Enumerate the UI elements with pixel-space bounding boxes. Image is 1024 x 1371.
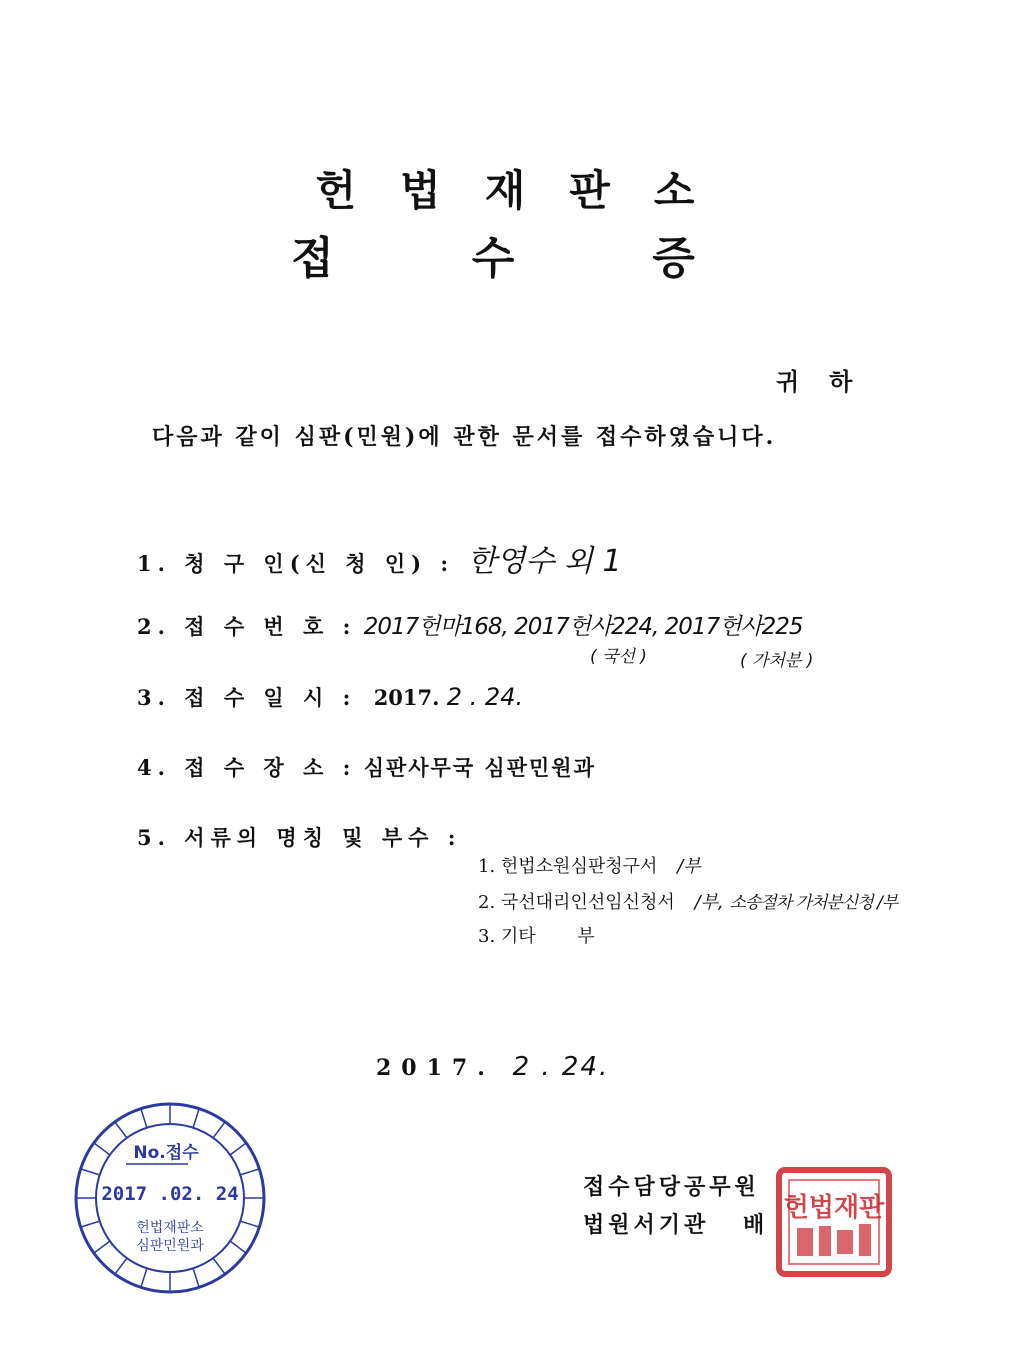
receipt-number-label: 2. 접 수 번 호 : — [137, 614, 357, 639]
receipt-stamp-label: No.접수 — [133, 1143, 199, 1163]
receipt-number-value: 2017헌마168, 2017헌사224, 2017헌사225 — [363, 614, 803, 640]
receipt-place-row — [137, 752, 596, 782]
signature-officer-name: 배 — [742, 1212, 769, 1238]
signature-officer — [583, 1208, 768, 1239]
receipt-number-row — [137, 608, 803, 641]
signature-officer-title: 법원서기관 — [583, 1212, 710, 1238]
intro-text: 다음과 같이 심판(민원)에 관한 문서를 접수하였습니다. — [152, 424, 777, 450]
document-item — [478, 922, 595, 948]
document-item-count: /부 — [677, 856, 701, 877]
document-item — [478, 852, 701, 878]
receipt-date-label: 3. 접 수 일 시 : — [137, 685, 357, 710]
issue-date-handwritten: 2 . 24. — [512, 1052, 610, 1082]
signature-title: 접수담당공무원 — [583, 1174, 760, 1200]
receipt-date-row — [137, 682, 523, 712]
document-item-text: 2. 국선대리인선임신청서 — [478, 892, 675, 913]
receipt-date-value: 2 . 24. — [446, 683, 524, 711]
document-subtitle: 접수증 — [291, 233, 833, 284]
document-item-text: 3. 기타 — [478, 926, 536, 947]
receipt-stamp-date: 2017 .02. 24 — [101, 1183, 239, 1205]
documents-row — [137, 822, 462, 852]
document-title: 헌법재판소 — [315, 166, 739, 215]
receipt-number-note-public-defender: ( 국선 ) — [590, 647, 647, 667]
applicant-value: 한영수 외 1 — [467, 544, 622, 579]
official-seal-text: 헌법재판 — [783, 1193, 885, 1223]
receipt-date-prefix: 2017. — [373, 685, 440, 710]
receipt-stamp — [70, 1098, 270, 1298]
official-seal — [775, 1166, 893, 1278]
documents-label: 5. 서류의 명칭 및 부수 : — [137, 825, 462, 850]
receipt-place-label: 4. 접 수 장 소 : — [137, 755, 357, 780]
receipt-number-note-injunction: ( 가처분 ) — [740, 651, 814, 671]
receipt-place-value: 심판사무국 심판민원과 — [363, 755, 596, 780]
document-item-text: 1. 헌법소원심판청구서 — [478, 856, 658, 877]
document-item-count: 부 — [577, 926, 595, 947]
receipt-stamp-dept: 심판민원과 — [136, 1238, 204, 1254]
applicant-row — [137, 536, 622, 580]
document-item-extra: 소송절차 가처분신청 /부 — [729, 893, 898, 913]
document-item-count: /부, — [694, 892, 724, 913]
issue-date-printed: 2017. — [376, 1055, 495, 1081]
document-item — [478, 888, 897, 914]
applicant-label: 1. 청 구 인(신 청 인) : — [137, 551, 455, 576]
receipt-stamp-org: 헌법재판소 — [136, 1220, 204, 1236]
issue-date — [376, 1052, 609, 1082]
addressee-suffix: 귀하 — [776, 367, 883, 396]
